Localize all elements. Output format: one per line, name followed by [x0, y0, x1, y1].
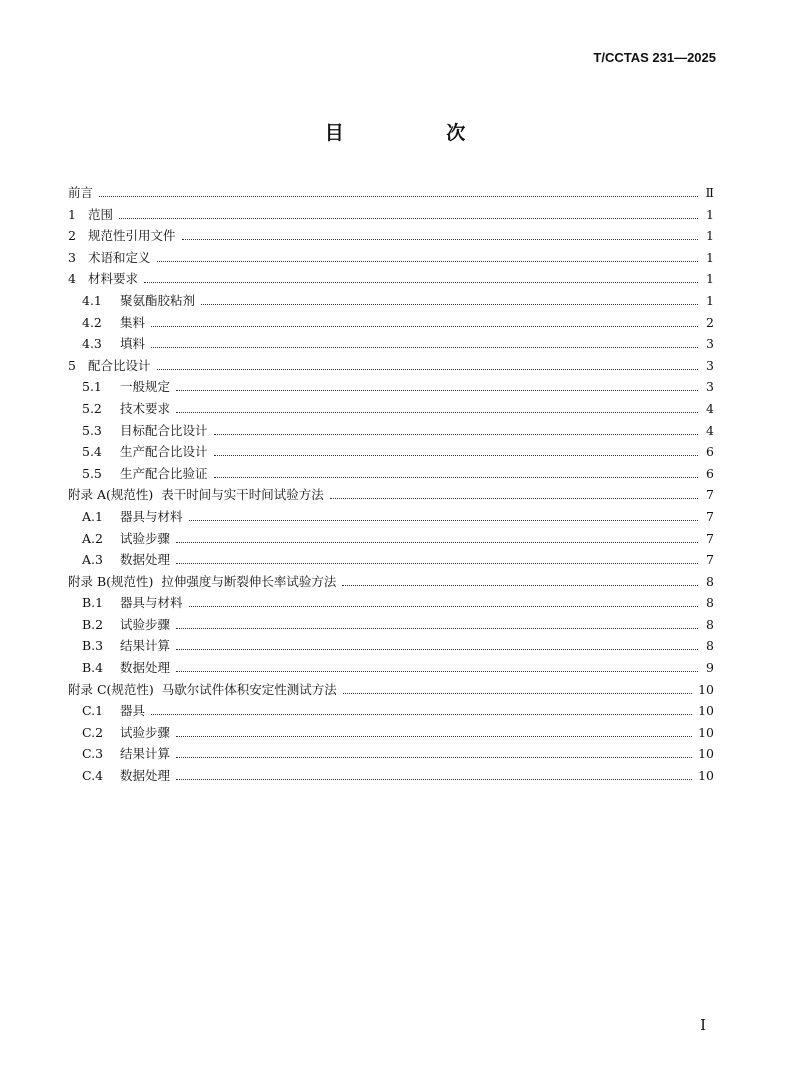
- dot-leader: [214, 434, 698, 435]
- dot-leader: [144, 282, 698, 283]
- dot-leader: [176, 390, 698, 391]
- dot-leader: [182, 239, 698, 240]
- toc-entry-page: 7: [706, 508, 714, 524]
- toc-entry[interactable]: [68, 312, 714, 334]
- dot-leader: [176, 563, 698, 564]
- toc-title: 目 次: [324, 122, 514, 144]
- toc-entry-label: 附录 A(规范性) 表干时间与实干时间试验方法: [68, 487, 324, 503]
- toc-entry-page: 2: [706, 314, 714, 330]
- toc-entry-page: 6: [706, 444, 714, 460]
- dot-leader: [176, 671, 698, 672]
- toc-entry[interactable]: [68, 657, 714, 679]
- dot-leader: [343, 693, 692, 694]
- dot-leader: [214, 455, 698, 456]
- toc-entry-page: 6: [706, 465, 714, 481]
- toc-entry-label: 规范性引用文件: [88, 228, 176, 244]
- toc-entry-label: 术语和定义: [88, 249, 151, 265]
- toc-entry[interactable]: [68, 376, 714, 398]
- toc-entry[interactable]: [68, 182, 714, 204]
- toc-entry-page: 4: [706, 400, 714, 416]
- toc-entry-page: 8: [706, 573, 714, 589]
- toc-entry-page: 7: [706, 487, 714, 503]
- dot-leader: [176, 628, 698, 629]
- page-number: I: [700, 1016, 706, 1034]
- toc-entry-page: 1: [706, 249, 714, 265]
- toc-entry-page: 1: [706, 271, 714, 287]
- toc-entry-page: 3: [706, 379, 714, 395]
- toc-entry-page: 9: [706, 660, 714, 676]
- toc-entry-label: 集料: [120, 314, 146, 330]
- toc-entry-number: 5: [68, 357, 76, 373]
- toc-entry[interactable]: [68, 420, 714, 442]
- toc-entry-number: 4.2: [82, 314, 102, 330]
- dot-leader: [151, 714, 692, 715]
- toc-entry[interactable]: [68, 528, 714, 550]
- toc-entry[interactable]: [68, 463, 714, 485]
- dot-leader: [157, 261, 698, 262]
- toc-entry-number: B.2: [82, 616, 104, 632]
- toc-entry-number: 5.5: [82, 465, 102, 481]
- toc-entry-number: A.1: [82, 508, 103, 524]
- toc-entry-label: 材料要求: [88, 271, 139, 287]
- toc-entry[interactable]: [68, 355, 714, 377]
- toc-entry-number: 5.1: [82, 379, 102, 395]
- dot-leader: [157, 369, 698, 370]
- toc-entry-label: 生产配合比验证: [120, 465, 208, 481]
- toc-entry-number: 5.4: [82, 444, 102, 460]
- toc-entry-page: 10: [698, 768, 714, 784]
- toc-entry[interactable]: [68, 290, 714, 312]
- dot-leader: [176, 757, 692, 758]
- toc-entry-label: 技术要求: [120, 400, 171, 416]
- toc-entry-page: 8: [706, 616, 714, 632]
- toc-entry-number: C.3: [82, 746, 104, 762]
- toc-entry-page: 10: [698, 703, 714, 719]
- toc-entry-page: 1: [706, 228, 714, 244]
- toc-entry[interactable]: [68, 722, 714, 744]
- toc-entry-label: 器具: [120, 703, 146, 719]
- dot-leader: [189, 606, 698, 607]
- toc-entry-label: 范围: [88, 206, 114, 222]
- toc-entry[interactable]: [68, 592, 714, 614]
- toc-entry-number: 4.3: [82, 336, 102, 352]
- toc-entry-number: 1: [68, 206, 76, 222]
- toc-entry-label: 目标配合比设计: [120, 422, 208, 438]
- toc-entry-label: 填料: [120, 336, 146, 352]
- toc-entry-label: 一般规定: [120, 379, 171, 395]
- toc-entry-number: C.1: [82, 703, 104, 719]
- toc-entry-label: 数据处理: [120, 552, 171, 568]
- toc-entry-number: C.4: [82, 768, 104, 784]
- toc-entry-label: 结果计算: [120, 746, 171, 762]
- toc-entry-label: 附录 C(规范性) 马歇尔试件体积安定性测试方法: [68, 681, 337, 697]
- toc-entry-page: 3: [706, 336, 714, 352]
- toc-entry[interactable]: [68, 484, 714, 506]
- toc-entry-page: Ⅱ: [705, 185, 714, 200]
- toc-entry-page: 1: [706, 292, 714, 308]
- toc-entry-page: 4: [706, 422, 714, 438]
- toc-entry-label: 器具与材料: [120, 595, 183, 611]
- toc-entry[interactable]: [68, 635, 714, 657]
- dot-leader: [151, 347, 698, 348]
- toc-entry[interactable]: [68, 743, 714, 765]
- toc-entry-number: 4.1: [82, 292, 102, 308]
- dot-leader: [214, 477, 698, 478]
- toc-entry-label: 试验步骤: [120, 616, 171, 632]
- toc-entry[interactable]: [68, 204, 714, 226]
- toc-entry-number: A.3: [82, 552, 103, 568]
- toc-entry-label: 数据处理: [120, 768, 171, 784]
- toc-entry-label: 生产配合比设计: [120, 444, 208, 460]
- toc-entry-number: B.3: [82, 638, 104, 654]
- toc-entry-number: B.4: [82, 660, 104, 676]
- toc-entry-page: 10: [698, 724, 714, 740]
- dot-leader: [99, 196, 698, 197]
- toc-entry-label: 附录 B(规范性) 拉伸强度与断裂伸长率试验方法: [68, 573, 337, 589]
- toc-entry-page: 1: [706, 206, 714, 222]
- document-code: T/CCTAS 231—2025: [593, 50, 716, 65]
- toc-entry-page: 10: [698, 746, 714, 762]
- toc-entry[interactable]: [68, 441, 714, 463]
- dot-leader: [176, 736, 692, 737]
- toc-entry-label: 聚氨酯胶粘剂: [120, 292, 196, 308]
- dot-leader: [176, 779, 692, 780]
- toc-entry-page: 8: [706, 595, 714, 611]
- dot-leader: [151, 326, 698, 327]
- toc-entry-label: 前言: [68, 185, 94, 200]
- toc-entry-label: 器具与材料: [120, 508, 183, 524]
- toc-entry-label: 试验步骤: [120, 530, 171, 546]
- toc-entry-page: 7: [706, 552, 714, 568]
- toc-entry-label: 试验步骤: [120, 724, 171, 740]
- toc-entry-number: B.1: [82, 595, 104, 611]
- toc-entry[interactable]: [68, 765, 714, 787]
- toc-entry-label: 结果计算: [120, 638, 171, 654]
- dot-leader: [342, 585, 698, 586]
- toc-entry-number: C.2: [82, 724, 104, 740]
- toc-entry[interactable]: [68, 333, 714, 355]
- dot-leader: [176, 649, 698, 650]
- toc-entry-page: 3: [706, 357, 714, 373]
- dot-leader: [119, 218, 698, 219]
- toc-entry-number: 5.3: [82, 422, 102, 438]
- dot-leader: [176, 542, 698, 543]
- toc-entry-number: 3: [68, 249, 76, 265]
- toc-entry[interactable]: [68, 549, 714, 571]
- toc-entry-page: 8: [706, 638, 714, 654]
- toc-entry-number: 5.2: [82, 400, 102, 416]
- dot-leader: [176, 412, 698, 413]
- table-of-contents: [68, 182, 714, 787]
- toc-entry-number: A.2: [82, 530, 103, 546]
- toc-entry[interactable]: [68, 700, 714, 722]
- toc-entry-number: 4: [68, 271, 76, 287]
- toc-entry[interactable]: [68, 398, 714, 420]
- toc-entry-label: 数据处理: [120, 660, 171, 676]
- toc-entry[interactable]: [68, 679, 714, 701]
- dot-leader: [330, 498, 698, 499]
- toc-entry[interactable]: [68, 225, 714, 247]
- toc-entry[interactable]: [68, 614, 714, 636]
- toc-entry-page: 7: [706, 530, 714, 546]
- toc-entry-page: 10: [698, 681, 714, 697]
- toc-entry-label: 配合比设计: [88, 357, 151, 373]
- toc-entry[interactable]: [68, 268, 714, 290]
- toc-entry[interactable]: [68, 571, 714, 593]
- dot-leader: [189, 520, 698, 521]
- toc-entry[interactable]: [68, 506, 714, 528]
- toc-entry[interactable]: [68, 247, 714, 269]
- dot-leader: [201, 304, 698, 305]
- toc-entry-number: 2: [68, 228, 76, 244]
